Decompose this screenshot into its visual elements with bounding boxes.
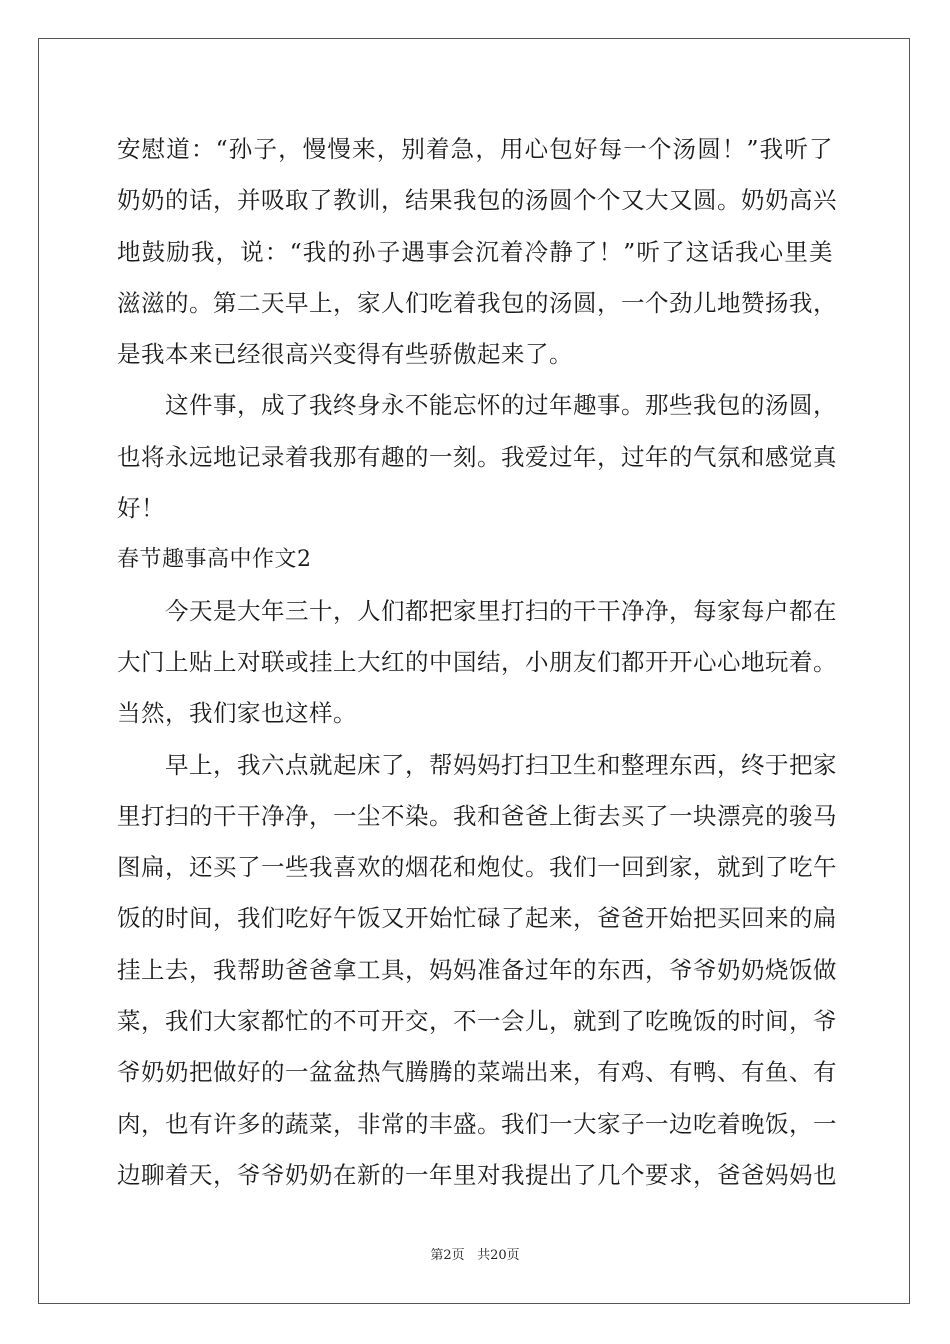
- paragraph: [117, 740, 837, 1202]
- page-total: 共20页: [477, 1248, 520, 1263]
- text-line: 奶奶的话，并吸取了教训，结果我包的汤圆个个又大又圆。奶奶高兴: [117, 186, 837, 215]
- text-line: 这件事，成了我终身永不能忘怀的过年趣事。那些我包的汤圆，: [165, 391, 837, 420]
- document-body: [117, 124, 837, 1201]
- paragraph: [117, 124, 837, 380]
- text-line: 是我本来已经很高兴变得有些骄傲起来了。: [117, 340, 573, 369]
- text-line: 安慰道：“孙子，慢慢来，别着急，用心包好每一个汤圆！”我听了: [117, 135, 833, 163]
- text-line: 饭的时间，我们吃好午饭又开始忙碌了起来，爸爸开始把买回来的扁: [117, 904, 837, 933]
- text-line: 图扁，还买了一些我喜欢的烟花和炮仗。我们一回到家，就到了吃午: [117, 853, 837, 882]
- page-number: 第2页: [430, 1248, 465, 1263]
- text-line: 早上，我六点就起床了，帮妈妈打扫卫生和整理东西，终于把家: [165, 750, 837, 779]
- page-footer: [0, 1244, 950, 1263]
- text-line: 滋滋的。第二天早上，家人们吃着我包的汤圆，一个劲儿地赞扬我，: [117, 288, 837, 317]
- section-heading: [117, 534, 833, 585]
- text-line: 当然，我们家也这样。: [117, 699, 357, 728]
- text-line: 今天是大年三十，人们都把家里打扫的干干净净，每家每户都在: [165, 596, 837, 625]
- paragraph: [117, 586, 837, 740]
- text-line: 也将永远地记录着我那有趣的一刻。我爱过年，过年的气氛和感觉真: [117, 442, 837, 471]
- text-line: 里打扫的干干净净，一尘不染。我和爸爸上街去买了一块漂亮的骏马: [117, 801, 837, 830]
- text-line: 肉，也有许多的蔬菜，非常的丰盛。我们一大家子一边吃着晚饭，一: [117, 1109, 837, 1138]
- footer-separator: [465, 1248, 477, 1263]
- text-line: 边聊着天，爷爷奶奶在新的一年里对我提出了几个要求，爸爸妈妈也: [117, 1160, 837, 1189]
- paragraph: [117, 380, 837, 534]
- text-line: 大门上贴上对联或挂上大红的中国结，小朋友们都开开心心地玩着。: [117, 647, 837, 676]
- text-line: 挂上去，我帮助爸爸拿工具，妈妈准备过年的东西，爷爷奶奶烧饭做: [117, 955, 837, 984]
- text-line: 菜，我们大家都忙的不可开交，不一会儿，就到了吃晚饭的时间，爷: [117, 1007, 837, 1036]
- text-line: 爷奶奶把做好的一盆盆热气腾腾的菜端出来，有鸡、有鸭、有鱼、有: [117, 1058, 837, 1087]
- text-line: 地鼓励我，说：“我的孙子遇事会沉着冷静了！”听了这话我心里美: [117, 237, 833, 266]
- heading-text: 春节趣事高中作文2: [117, 547, 312, 573]
- text-line: 好！: [117, 494, 165, 523]
